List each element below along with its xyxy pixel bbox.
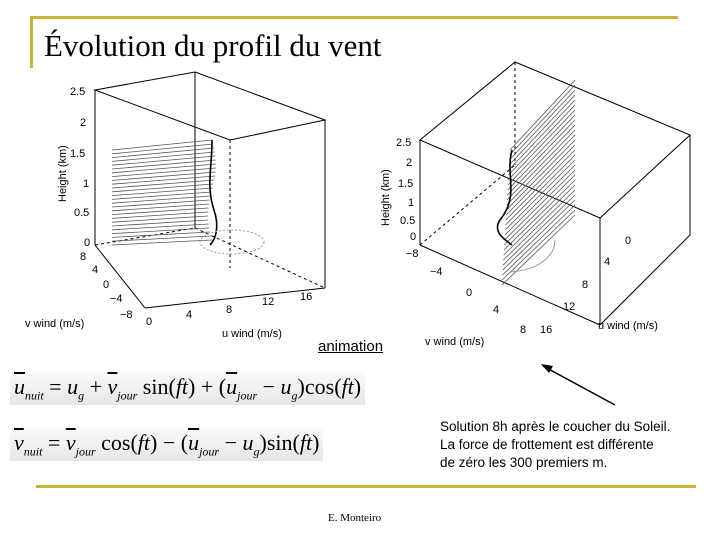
hodograph-line	[112, 160, 216, 169]
right-u-tick: 4	[604, 256, 611, 268]
hodograph-line	[112, 168, 216, 177]
left-u-tick: 0	[146, 316, 153, 328]
right-v-tick: 8	[520, 324, 527, 336]
right-z-tick: 2	[406, 157, 413, 169]
right-z-tick: 1.5	[398, 178, 414, 190]
hodograph-line	[112, 208, 208, 215]
slide-title: Évolution du profil du vent	[44, 28, 382, 63]
right-z-tick: 1	[408, 197, 415, 209]
right-v-tick: 0	[466, 287, 473, 299]
left-u-tick: 8	[226, 304, 233, 316]
hodograph-line	[112, 212, 208, 218]
caption-line: La force de frottement est différente	[440, 437, 654, 452]
left-v-tick: 8	[80, 251, 87, 263]
left-z-tick: 1	[83, 178, 90, 190]
hodograph-line	[112, 140, 212, 150]
right-z-tick: 0.5	[400, 215, 416, 227]
right-v-tick: −4	[430, 266, 443, 278]
left-z-tick: 2	[80, 117, 87, 129]
left-u-label: u wind (m/s)	[222, 328, 282, 340]
left-v-tick: 4	[92, 264, 99, 276]
hodograph-line	[112, 172, 216, 180]
pointer-arrow	[543, 366, 615, 405]
equation-u-nuit: $\overline{u}_{nuit} = u_g + \overline{v}_{jour}$ $\sin(ft) + (\overline{u}_{jour} - u_g)\cos(ft)$	[10, 372, 365, 405]
equation-v-nuit: $\overline{v}_{nuit} = \overline{v}_{jour}$ $\cos(ft) - (\overline{u}_{jour} - u_g)\sin(ft)$	[10, 428, 323, 461]
left-z-tick: 0.5	[74, 207, 90, 219]
hodograph-line	[112, 204, 209, 211]
hodograph-line	[112, 188, 213, 196]
caption-line: Solution 8h après le coucher du Soleil.	[440, 419, 671, 434]
hodograph-line	[112, 176, 215, 184]
right-z-label: Height (km)	[380, 169, 392, 226]
right-z-tick: 0	[410, 231, 417, 243]
left-u-tick: 12	[262, 296, 275, 308]
right-wind-lines	[502, 80, 575, 285]
hodograph-line	[112, 184, 214, 192]
caption-line: de zéro les 300 premiers m.	[440, 455, 608, 470]
left-u-tick: 4	[186, 309, 193, 321]
left-u-tick: 16	[300, 291, 313, 303]
left-wind-lines	[112, 140, 216, 245]
left-v-tick: −8	[120, 309, 133, 321]
right-z-tick: 2.5	[396, 137, 412, 149]
hodograph-line	[112, 148, 214, 158]
left-z-tick: 0	[84, 237, 91, 249]
right-u-tick: 12	[563, 301, 576, 313]
left-z-tick: 1.5	[70, 148, 86, 160]
right-u-tick: 8	[582, 279, 589, 291]
hodograph-line	[112, 156, 215, 165]
hodograph-line	[112, 164, 216, 173]
pointer-arrowhead	[541, 364, 553, 373]
hodograph-line	[112, 152, 215, 161]
left-z-label: Height (km)	[57, 145, 69, 202]
right-v-tick: −8	[406, 248, 419, 260]
hodograph-line	[112, 180, 214, 188]
left-v-tick: 0	[103, 279, 110, 291]
animation-link[interactable]: animation	[318, 338, 384, 355]
left-axis-labels	[25, 86, 312, 340]
left-z-tick: 2.5	[70, 86, 86, 98]
caption	[440, 418, 670, 472]
left-v-tick: −4	[110, 293, 123, 305]
author: E. Monteiro	[328, 512, 382, 524]
right-v-label: v wind (m/s)	[425, 336, 485, 348]
right-v-tick: 4	[493, 304, 500, 316]
right-u-label: u wind (m/s)	[598, 320, 658, 332]
hodograph-line	[112, 196, 211, 203]
hodograph-line	[112, 192, 212, 199]
hodograph-line	[112, 144, 213, 154]
right-u-tick: 0	[625, 235, 632, 247]
left-v-label: v wind (m/s)	[25, 318, 85, 330]
right-u-tick: 16	[540, 324, 553, 336]
